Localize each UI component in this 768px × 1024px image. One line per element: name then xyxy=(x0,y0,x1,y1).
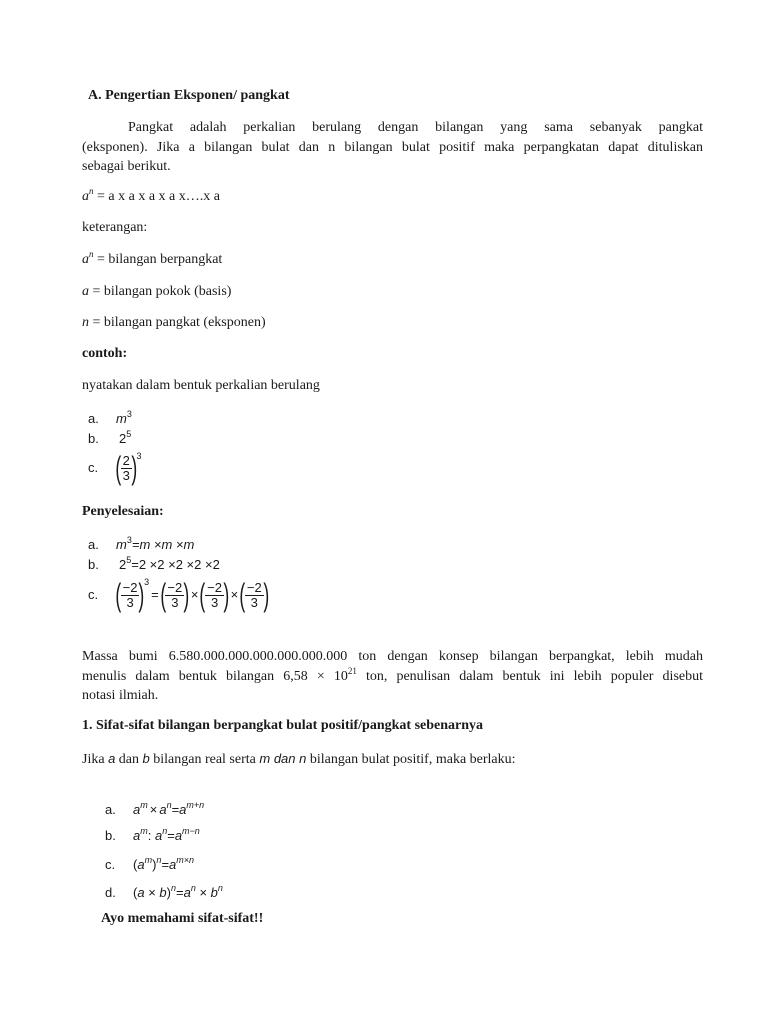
massa-paragraph xyxy=(82,647,703,706)
definition-text: = bilangan pangkat (eksponen) xyxy=(89,315,266,330)
fraction-numerator: −2 xyxy=(122,579,138,595)
paragraph-line-1: Pangkat adalah perkalian berulang dengan bilangan yang sama sebanyak pangkat xyxy=(128,120,703,135)
property-b: b. $a^m$: $a^n=a^{m-n}$ xyxy=(105,826,200,846)
definition-row xyxy=(82,282,231,302)
fraction xyxy=(205,581,224,610)
power-formula xyxy=(82,187,220,207)
massa-line-1: Massa bumi 6.580.000.000.000.000.000.000 ton dengan konsep bilangan berpangkat, lebih mudah xyxy=(82,649,703,664)
definition-row xyxy=(82,250,222,270)
definition-symbol: a xyxy=(82,284,89,299)
fraction xyxy=(165,581,184,610)
list-label: b. xyxy=(105,828,116,843)
example-base: 2 xyxy=(119,431,127,446)
formula-exponent: n xyxy=(89,186,94,196)
intro-var-a: a xyxy=(108,751,116,766)
formula-rhs: = a x a x a x a x….x a xyxy=(93,189,220,204)
left-paren: ( xyxy=(199,577,206,613)
intro-vars-mn: m dan n xyxy=(259,751,307,766)
paragraph-line-2: (eksponen). Jika a bilangan bulat dan n bilangan bulat positif maka perpangkatan dapat dituliskan xyxy=(82,139,703,155)
solution-a xyxy=(88,535,194,555)
left-paren: ( xyxy=(239,577,246,613)
fraction-denominator: 3 xyxy=(126,594,134,610)
intro-text: Jika xyxy=(82,752,109,767)
contoh-label: contoh: xyxy=(82,346,128,361)
section-1-heading: 1. Sifat-sifat bilangan berpangkat bulat positif/pangkat sebenarnya xyxy=(82,718,484,733)
fraction-denominator: 3 xyxy=(122,467,130,483)
section-1-intro xyxy=(82,749,516,770)
list-label: a. xyxy=(88,537,99,552)
right-paren: ) xyxy=(183,577,190,613)
section-a-heading: A. Pengertian Eksponen/ pangkat xyxy=(88,88,290,103)
massa-line-3: notasi ilmiah. xyxy=(82,688,159,703)
list-label: d. xyxy=(105,885,116,900)
massa-line-2-before: menulis dalam bentuk bilangan 6,58 × 10 xyxy=(82,668,348,684)
intro-text: bilangan bulat positif, maka berlaku: xyxy=(306,752,516,767)
closing-text: Ayo memahami sifat-sifat!! xyxy=(101,911,264,926)
property-a: a. $a^m \times a^n=a^{m+n}$ xyxy=(105,800,204,820)
fraction-denominator: 3 xyxy=(250,594,258,610)
definition-row xyxy=(82,313,266,333)
property-d: d. $(a \times b)^n=a^n \times b^n$ xyxy=(105,883,223,903)
left-paren: ( xyxy=(115,577,122,613)
fraction xyxy=(121,581,140,610)
solution-exponent: 3 xyxy=(144,577,150,587)
penyelesaian-label: Penyelesaian: xyxy=(82,504,164,519)
definition-symbol: n xyxy=(82,315,89,330)
right-paren: ) xyxy=(223,577,230,613)
fraction-denominator: 3 xyxy=(171,594,179,610)
times-sign: × xyxy=(230,587,239,602)
right-paren: ) xyxy=(138,577,145,613)
solution-base: 2 xyxy=(119,557,127,572)
massa-line-2-after: ton, penulisan dalam bentuk ini lebih populer disebut xyxy=(356,668,703,684)
example-exponent: 3 xyxy=(126,409,132,419)
property-c: c. $(a^m)^n=a^{m\times n}$ xyxy=(105,855,194,875)
example-b xyxy=(88,429,131,449)
example-exponent: 5 xyxy=(126,429,132,439)
definition-text: = bilangan pokok (basis) xyxy=(89,284,232,299)
solution-b xyxy=(88,555,220,575)
solution-base: m xyxy=(116,537,127,552)
right-paren: ) xyxy=(131,450,138,486)
fraction xyxy=(245,581,264,610)
equals-sign: = xyxy=(151,587,159,602)
fraction-numerator: 2 xyxy=(122,452,130,468)
example-a xyxy=(88,409,132,429)
example-c xyxy=(88,450,142,486)
solution-exponent: 5 xyxy=(126,555,132,565)
list-label: c. xyxy=(105,857,116,872)
fraction-numerator: −2 xyxy=(246,579,262,595)
definition-symbol: a xyxy=(82,252,89,267)
times-sign: × xyxy=(190,587,199,602)
paragraph-line-3: sebagai berikut. xyxy=(82,159,171,174)
example-exponent: 3 xyxy=(136,451,142,461)
massa-exponent: 21 xyxy=(347,665,357,676)
list-label: b. xyxy=(88,431,99,446)
intro-text: dan xyxy=(115,752,143,767)
right-paren: ) xyxy=(263,577,269,613)
solution-rhs: =m ×m ×m xyxy=(131,537,195,552)
fraction-denominator: 3 xyxy=(210,594,219,610)
formula-base: a xyxy=(82,189,89,204)
intro-text: bilangan real serta xyxy=(149,752,260,767)
list-label: b. xyxy=(88,557,99,572)
definition-exponent: n xyxy=(89,249,94,259)
solution-exponent: 3 xyxy=(126,535,132,545)
solution-c xyxy=(88,576,268,614)
example-base: m xyxy=(116,411,127,426)
massa-line-2 xyxy=(82,667,703,687)
fraction-numerator: −2 xyxy=(207,579,222,595)
contoh-instruction: nyatakan dalam bentuk perkalian berulang xyxy=(82,378,320,393)
intro-var-b: b xyxy=(142,751,150,766)
definition-text: = bilangan berpangkat xyxy=(93,252,223,267)
left-paren: ( xyxy=(115,450,122,486)
definition-paragraph xyxy=(82,118,703,177)
solution-rhs: =2 ×2 ×2 ×2 ×2 xyxy=(131,557,220,572)
list-label: a. xyxy=(105,802,116,817)
list-label: c. xyxy=(88,460,99,475)
list-label: a. xyxy=(88,411,99,426)
list-label: c. xyxy=(88,587,99,602)
keterangan-label: keterangan: xyxy=(82,220,148,235)
left-paren: ( xyxy=(160,577,167,613)
fraction-numerator: −2 xyxy=(167,579,183,595)
fraction xyxy=(121,454,132,483)
